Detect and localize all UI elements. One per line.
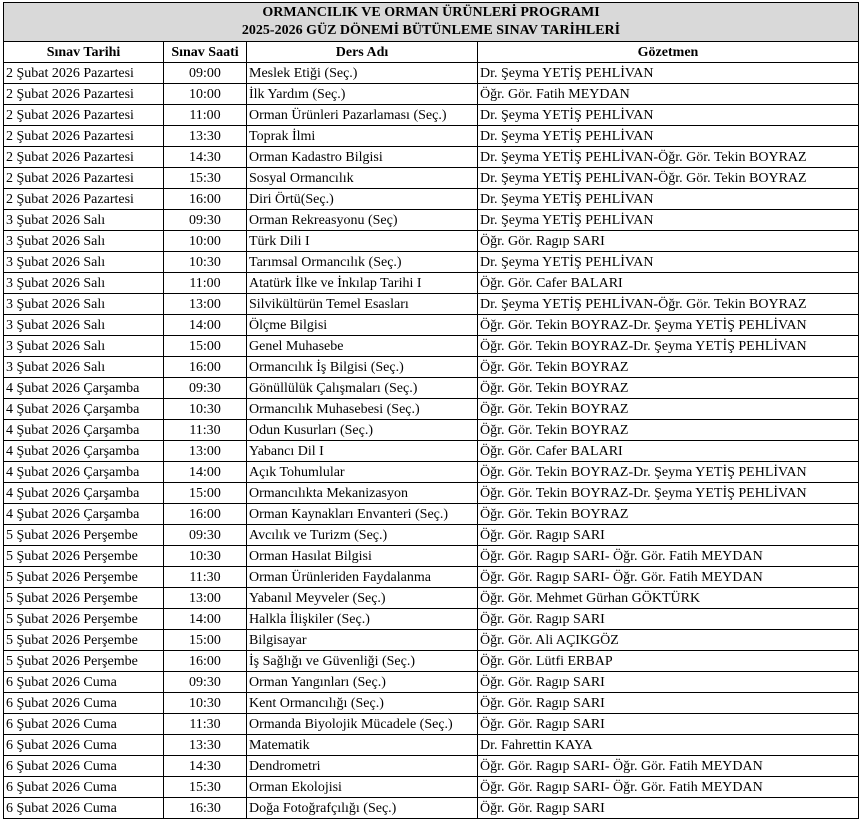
- exam-date-cell: 6 Şubat 2026 Cuma: [4, 798, 164, 819]
- exam-date-cell: 2 Şubat 2026 Pazartesi: [4, 105, 164, 126]
- table-row: [4, 210, 859, 231]
- course-name-cell: Gönüllülük Çalışmaları (Seç.): [247, 378, 478, 399]
- exam-date-cell: 6 Şubat 2026 Cuma: [4, 777, 164, 798]
- exam-date-cell: 5 Şubat 2026 Perşembe: [4, 567, 164, 588]
- table-row: [4, 441, 859, 462]
- exam-time-cell: 16:00: [164, 651, 247, 672]
- table-row: [4, 399, 859, 420]
- title-term: 2025-2026 GÜZ DÖNEMİ BÜTÜNLEME SINAV TARİHLERİ: [241, 23, 621, 38]
- table-row: [4, 693, 859, 714]
- exam-date-cell: 2 Şubat 2026 Pazartesi: [4, 63, 164, 84]
- exam-date-cell: 2 Şubat 2026 Pazartesi: [4, 147, 164, 168]
- table-row: [4, 798, 859, 819]
- proctor-cell: Öğr. Gör. Mehmet Gürhan GÖKTÜRK: [478, 588, 859, 609]
- proctor-cell: Öğr. Gör. Tekin BOYRAZ-Dr. Şeyma YETİŞ PEHLİVAN: [478, 315, 859, 336]
- title-row: [4, 3, 859, 42]
- proctor-cell: Öğr. Gör. Ragıp SARI- Öğr. Gör. Fatih MEYDAN: [478, 567, 859, 588]
- course-name-cell: İlk Yardım (Seç.): [247, 84, 478, 105]
- course-name-cell: Bilgisayar: [247, 630, 478, 651]
- exam-date-cell: 3 Şubat 2026 Salı: [4, 273, 164, 294]
- course-name-cell: Orman Yangınları (Seç.): [247, 672, 478, 693]
- proctor-cell: Öğr. Gör. Tekin BOYRAZ-Dr. Şeyma YETİŞ PEHLİVAN: [478, 462, 859, 483]
- course-name-cell: Sosyal Ormancılık: [247, 168, 478, 189]
- course-name-cell: Ölçme Bilgisi: [247, 315, 478, 336]
- proctor-cell: Öğr. Gör. Tekin BOYRAZ: [478, 378, 859, 399]
- exam-date-cell: 5 Şubat 2026 Perşembe: [4, 609, 164, 630]
- table-row: [4, 126, 859, 147]
- exam-time-cell: 10:30: [164, 252, 247, 273]
- table-row: [4, 294, 859, 315]
- exam-date-cell: 4 Şubat 2026 Çarşamba: [4, 399, 164, 420]
- proctor-cell: Öğr. Gör. Tekin BOYRAZ-Dr. Şeyma YETİŞ PEHLİVAN: [478, 483, 859, 504]
- proctor-cell: Öğr. Gör. Ragıp SARI- Öğr. Gör. Fatih MEYDAN: [478, 756, 859, 777]
- course-name-cell: Orman Ürünleri Pazarlaması (Seç.): [247, 105, 478, 126]
- proctor-cell: Öğr. Gör. Cafer BALARI: [478, 273, 859, 294]
- exam-schedule-table: [3, 2, 859, 819]
- exam-time-cell: 09:30: [164, 210, 247, 231]
- proctor-cell: Öğr. Gör. Fatih MEYDAN: [478, 84, 859, 105]
- table-row: [4, 567, 859, 588]
- course-name-cell: Orman Kaynakları Envanteri (Seç.): [247, 504, 478, 525]
- exam-time-cell: 09:30: [164, 672, 247, 693]
- exam-time-cell: 11:30: [164, 420, 247, 441]
- table-row: [4, 735, 859, 756]
- exam-date-cell: 2 Şubat 2026 Pazartesi: [4, 168, 164, 189]
- exam-time-cell: 15:00: [164, 630, 247, 651]
- exam-date-cell: 4 Şubat 2026 Çarşamba: [4, 441, 164, 462]
- exam-date-cell: 3 Şubat 2026 Salı: [4, 336, 164, 357]
- course-name-cell: Açık Tohumlular: [247, 462, 478, 483]
- title-program: ORMANCILIK VE ORMAN ÜRÜNLERİ PROGRAMI: [262, 5, 600, 20]
- exam-time-cell: 11:30: [164, 567, 247, 588]
- table-row: [4, 714, 859, 735]
- exam-time-cell: 13:00: [164, 588, 247, 609]
- exam-time-cell: 14:30: [164, 147, 247, 168]
- exam-time-cell: 10:30: [164, 693, 247, 714]
- exam-time-cell: 14:00: [164, 609, 247, 630]
- header-proctor: Gözetmen: [478, 42, 859, 63]
- table-row: [4, 189, 859, 210]
- exam-date-cell: 6 Şubat 2026 Cuma: [4, 756, 164, 777]
- table-row: [4, 168, 859, 189]
- course-name-cell: Ormancılık Muhasebesi (Seç.): [247, 399, 478, 420]
- table-row: [4, 588, 859, 609]
- exam-time-cell: 16:00: [164, 357, 247, 378]
- exam-date-cell: 2 Şubat 2026 Pazartesi: [4, 189, 164, 210]
- course-name-cell: Doğa Fotoğrafçılığı (Seç.): [247, 798, 478, 819]
- proctor-cell: Dr. Şeyma YETİŞ PEHLİVAN-Öğr. Gör. Tekin BOYRAZ: [478, 294, 859, 315]
- table-row: [4, 252, 859, 273]
- exam-date-cell: 4 Şubat 2026 Çarşamba: [4, 504, 164, 525]
- header-course-name: Ders Adı: [247, 42, 478, 63]
- exam-time-cell: 10:30: [164, 546, 247, 567]
- exam-time-cell: 15:00: [164, 336, 247, 357]
- exam-date-cell: 5 Şubat 2026 Perşembe: [4, 588, 164, 609]
- exam-date-cell: 5 Şubat 2026 Perşembe: [4, 525, 164, 546]
- header-exam-time: Sınav Saati: [164, 42, 247, 63]
- proctor-cell: Öğr. Gör. Cafer BALARI: [478, 441, 859, 462]
- proctor-cell: Öğr. Gör. Ragıp SARI: [478, 609, 859, 630]
- proctor-cell: Dr. Şeyma YETİŞ PEHLİVAN-Öğr. Gör. Tekin BOYRAZ: [478, 168, 859, 189]
- exam-date-cell: 4 Şubat 2026 Çarşamba: [4, 378, 164, 399]
- proctor-cell: Dr. Şeyma YETİŞ PEHLİVAN: [478, 63, 859, 84]
- proctor-cell: Öğr. Gör. Tekin BOYRAZ: [478, 357, 859, 378]
- course-name-cell: Meslek Etiği (Seç.): [247, 63, 478, 84]
- course-name-cell: Ormanda Biyolojik Mücadele (Seç.): [247, 714, 478, 735]
- table-row: [4, 231, 859, 252]
- exam-time-cell: 16:30: [164, 798, 247, 819]
- proctor-cell: Dr. Şeyma YETİŞ PEHLİVAN: [478, 189, 859, 210]
- course-name-cell: Matematik: [247, 735, 478, 756]
- exam-time-cell: 16:00: [164, 189, 247, 210]
- proctor-cell: Öğr. Gör. Tekin BOYRAZ: [478, 420, 859, 441]
- course-name-cell: Toprak İlmi: [247, 126, 478, 147]
- exam-date-cell: 3 Şubat 2026 Salı: [4, 315, 164, 336]
- table-row: [4, 651, 859, 672]
- proctor-cell: Öğr. Gör. Ragıp SARI: [478, 714, 859, 735]
- exam-date-cell: 2 Şubat 2026 Pazartesi: [4, 126, 164, 147]
- proctor-cell: Öğr. Gör. Ali AÇIKGÖZ: [478, 630, 859, 651]
- table-row: [4, 546, 859, 567]
- table-row: [4, 672, 859, 693]
- table-row: [4, 147, 859, 168]
- exam-date-cell: 5 Şubat 2026 Perşembe: [4, 651, 164, 672]
- header-exam-date: Sınav Tarihi: [4, 42, 164, 63]
- exam-date-cell: 5 Şubat 2026 Perşembe: [4, 630, 164, 651]
- exam-date-cell: 3 Şubat 2026 Salı: [4, 231, 164, 252]
- exam-date-cell: 5 Şubat 2026 Perşembe: [4, 546, 164, 567]
- table-row: [4, 378, 859, 399]
- table-row: [4, 315, 859, 336]
- exam-date-cell: 2 Şubat 2026 Pazartesi: [4, 84, 164, 105]
- exam-time-cell: 10:30: [164, 399, 247, 420]
- table-row: [4, 357, 859, 378]
- course-name-cell: Genel Muhasebe: [247, 336, 478, 357]
- exam-date-cell: 6 Şubat 2026 Cuma: [4, 735, 164, 756]
- proctor-cell: Öğr. Gör. Ragıp SARI: [478, 231, 859, 252]
- exam-time-cell: 09:30: [164, 525, 247, 546]
- table-row: [4, 777, 859, 798]
- proctor-cell: Öğr. Gör. Ragıp SARI: [478, 672, 859, 693]
- table-row: [4, 462, 859, 483]
- course-name-cell: Halkla İlişkiler (Seç.): [247, 609, 478, 630]
- proctor-cell: Öğr. Gör. Tekin BOYRAZ: [478, 504, 859, 525]
- proctor-cell: Öğr. Gör. Ragıp SARI: [478, 525, 859, 546]
- course-name-cell: Yabanıl Meyveler (Seç.): [247, 588, 478, 609]
- table-row: [4, 336, 859, 357]
- exam-time-cell: 14:30: [164, 756, 247, 777]
- exam-date-cell: 3 Şubat 2026 Salı: [4, 357, 164, 378]
- exam-date-cell: 3 Şubat 2026 Salı: [4, 252, 164, 273]
- exam-time-cell: 13:00: [164, 441, 247, 462]
- proctor-cell: Dr. Şeyma YETİŞ PEHLİVAN: [478, 210, 859, 231]
- exam-time-cell: 10:00: [164, 84, 247, 105]
- exam-time-cell: 14:00: [164, 462, 247, 483]
- proctor-cell: Öğr. Gör. Lütfi ERBAP: [478, 651, 859, 672]
- exam-time-cell: 15:00: [164, 483, 247, 504]
- proctor-cell: Öğr. Gör. Ragıp SARI- Öğr. Gör. Fatih MEYDAN: [478, 546, 859, 567]
- exam-date-cell: 3 Şubat 2026 Salı: [4, 210, 164, 231]
- document-title: [4, 3, 859, 42]
- table-row: [4, 105, 859, 126]
- course-name-cell: Orman Kadastro Bilgisi: [247, 147, 478, 168]
- exam-date-cell: 6 Şubat 2026 Cuma: [4, 714, 164, 735]
- course-name-cell: Tarımsal Ormancılık (Seç.): [247, 252, 478, 273]
- proctor-cell: Öğr. Gör. Ragıp SARI: [478, 798, 859, 819]
- proctor-cell: Dr. Şeyma YETİŞ PEHLİVAN: [478, 126, 859, 147]
- exam-time-cell: 15:30: [164, 777, 247, 798]
- table-row: [4, 273, 859, 294]
- proctor-cell: Öğr. Gör. Tekin BOYRAZ-Dr. Şeyma YETİŞ PEHLİVAN: [478, 336, 859, 357]
- exam-time-cell: 13:00: [164, 294, 247, 315]
- proctor-cell: Dr. Fahrettin KAYA: [478, 735, 859, 756]
- exam-time-cell: 15:30: [164, 168, 247, 189]
- exam-time-cell: 09:00: [164, 63, 247, 84]
- header-row: [4, 42, 859, 63]
- schedule-body: [4, 63, 859, 819]
- course-name-cell: Türk Dili I: [247, 231, 478, 252]
- course-name-cell: Diri Örtü(Seç.): [247, 189, 478, 210]
- proctor-cell: Dr. Şeyma YETİŞ PEHLİVAN: [478, 105, 859, 126]
- exam-date-cell: 4 Şubat 2026 Çarşamba: [4, 420, 164, 441]
- exam-time-cell: 13:30: [164, 735, 247, 756]
- exam-date-cell: 6 Şubat 2026 Cuma: [4, 672, 164, 693]
- table-row: [4, 504, 859, 525]
- exam-time-cell: 14:00: [164, 315, 247, 336]
- table-row: [4, 483, 859, 504]
- proctor-cell: Öğr. Gör. Tekin BOYRAZ: [478, 399, 859, 420]
- exam-date-cell: 3 Şubat 2026 Salı: [4, 294, 164, 315]
- course-name-cell: Orman Hasılat Bilgisi: [247, 546, 478, 567]
- exam-time-cell: 13:30: [164, 126, 247, 147]
- course-name-cell: Avcılık ve Turizm (Seç.): [247, 525, 478, 546]
- exam-time-cell: 11:00: [164, 105, 247, 126]
- course-name-cell: Orman Ürünleriden Faydalanma: [247, 567, 478, 588]
- proctor-cell: Dr. Şeyma YETİŞ PEHLİVAN: [478, 252, 859, 273]
- table-row: [4, 756, 859, 777]
- exam-date-cell: 4 Şubat 2026 Çarşamba: [4, 462, 164, 483]
- table-row: [4, 609, 859, 630]
- proctor-cell: Dr. Şeyma YETİŞ PEHLİVAN-Öğr. Gör. Tekin BOYRAZ: [478, 147, 859, 168]
- course-name-cell: Ormancılıkta Mekanizasyon: [247, 483, 478, 504]
- table-row: [4, 630, 859, 651]
- exam-time-cell: 10:00: [164, 231, 247, 252]
- exam-date-cell: 4 Şubat 2026 Çarşamba: [4, 483, 164, 504]
- table-row: [4, 63, 859, 84]
- exam-time-cell: 09:30: [164, 378, 247, 399]
- exam-time-cell: 11:30: [164, 714, 247, 735]
- exam-schedule-sheet: [3, 2, 858, 819]
- exam-time-cell: 16:00: [164, 504, 247, 525]
- course-name-cell: Atatürk İlke ve İnkılap Tarihi I: [247, 273, 478, 294]
- table-row: [4, 420, 859, 441]
- course-name-cell: Silvikültürün Temel Esasları: [247, 294, 478, 315]
- exam-time-cell: 11:00: [164, 273, 247, 294]
- course-name-cell: Ormancılık İş Bilgisi (Seç.): [247, 357, 478, 378]
- course-name-cell: İş Sağlığı ve Güvenliği (Seç.): [247, 651, 478, 672]
- table-row: [4, 525, 859, 546]
- course-name-cell: Orman Ekolojisi: [247, 777, 478, 798]
- proctor-cell: Öğr. Gör. Ragıp SARI: [478, 693, 859, 714]
- exam-date-cell: 6 Şubat 2026 Cuma: [4, 693, 164, 714]
- course-name-cell: Yabancı Dil I: [247, 441, 478, 462]
- course-name-cell: Dendrometri: [247, 756, 478, 777]
- course-name-cell: Orman Rekreasyonu (Seç): [247, 210, 478, 231]
- course-name-cell: Kent Ormancılığı (Seç.): [247, 693, 478, 714]
- course-name-cell: Odun Kusurları (Seç.): [247, 420, 478, 441]
- proctor-cell: Öğr. Gör. Ragıp SARI- Öğr. Gör. Fatih MEYDAN: [478, 777, 859, 798]
- table-row: [4, 84, 859, 105]
